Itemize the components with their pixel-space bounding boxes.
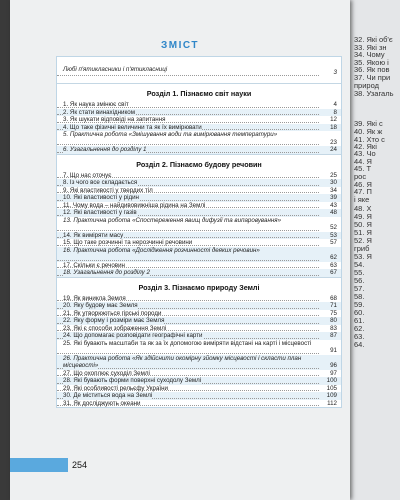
- toc-entry[interactable]: [57, 109, 341, 117]
- facing-page-line: 53. Я: [354, 252, 372, 261]
- facing-page-line: 63.: [354, 332, 365, 341]
- facing-page-line: і яке: [354, 195, 370, 204]
- facing-page-line: 41. Хто с: [354, 135, 385, 144]
- toc-entry-title: 6. Узагальнення до розділу 1: [63, 146, 147, 153]
- facing-page-line: 40. Як ж: [354, 127, 383, 136]
- toc-entry[interactable]: [57, 124, 341, 132]
- toc-entry-title: 30. Де міститься вода на Землі: [63, 392, 153, 399]
- toc-entry[interactable]: [57, 262, 341, 270]
- toc-entry-page: 67: [330, 269, 337, 276]
- facing-page-line: 34. Чому: [354, 50, 385, 59]
- toc-entry[interactable]: [57, 377, 341, 385]
- facing-page-line: 39. Які с: [354, 119, 383, 128]
- toc-entry-page: 63: [330, 261, 337, 269]
- toc-entry-page: 112: [327, 399, 337, 407]
- toc-entry-title: 8. Із чого все складається: [63, 179, 138, 186]
- toc-entry-page: 83: [330, 324, 337, 332]
- toc-entry-title: 18. Узагальнення до розділу 2: [63, 269, 150, 276]
- section-heading: Розділ 1. Пізнаємо світ науки: [57, 83, 341, 101]
- toc-entry-page: 57: [330, 239, 337, 246]
- toc-entry-title: 25. Які бувають масштаби та як за їх допомогою виміряти відстані на карті і місцевості: [63, 339, 312, 347]
- toc-entry[interactable]: [57, 116, 341, 124]
- toc-entry-page: 48: [330, 209, 337, 216]
- toc-entry-page: 96: [330, 362, 337, 369]
- facing-page-line: 42. Які: [354, 142, 377, 151]
- toc-entry-title: 16. Практична робота «Дослідження розчинності деяких речовин»: [63, 246, 260, 254]
- table-of-contents: [56, 56, 342, 408]
- toc-entry[interactable]: [57, 355, 341, 370]
- facing-page-line: 60.: [354, 308, 365, 317]
- toc-entry-page: 75: [330, 309, 337, 317]
- facing-page-line: 44. Я: [354, 157, 372, 166]
- toc-entry-page: 87: [330, 332, 337, 339]
- toc-entry-page: 43: [330, 201, 337, 209]
- facing-page-line: рос: [354, 172, 367, 181]
- toc-entry[interactable]: [57, 131, 341, 146]
- toc-entry[interactable]: [57, 146, 341, 154]
- toc-entry[interactable]: [57, 295, 341, 303]
- toc-entry[interactable]: [57, 325, 341, 333]
- toc-entry-title: 23. Які є способи зображення Землі: [63, 324, 167, 332]
- toc-entry-title: 24. Що допомагає розповідати географічні карти: [63, 332, 203, 339]
- toc-entry-title: 10. Які властивості у рідин: [63, 194, 139, 201]
- toc-entry-page: 24: [330, 146, 337, 153]
- page-number-bar: [10, 458, 68, 472]
- facing-page-line: 48. Х: [354, 204, 372, 213]
- facing-page-line: 51. Я: [354, 228, 372, 237]
- facing-page-line: 61.: [354, 316, 365, 325]
- toc-entry-page: 12: [330, 116, 337, 123]
- toc-entry[interactable]: [57, 239, 341, 247]
- toc-entry-title: 21. Як утворюються гірські породи: [63, 309, 162, 317]
- toc-entry-page: 62: [330, 254, 337, 261]
- facing-page-line: 55.: [354, 268, 365, 277]
- facing-page-line: гриб: [354, 244, 370, 253]
- toc-entry-title: 28. Які бувають форми поверхні суходолу Землі: [63, 377, 202, 384]
- toc-entry-page: 53: [330, 231, 337, 239]
- facing-page: [350, 0, 400, 500]
- toc-entry-page: 97: [330, 369, 337, 377]
- toc-entry-page: 18: [330, 123, 337, 131]
- toc-entry-title: 4. Що таке фізичні величини та як їх вимірювати: [63, 123, 202, 131]
- toc-entry-page: 109: [326, 392, 337, 399]
- toc-entry-title: 20. Яку будову має Земля: [63, 302, 138, 309]
- toc-entry-page: 52: [330, 224, 337, 231]
- toc-entry[interactable]: [57, 385, 341, 393]
- toc-entry-title: 19. Як виникла Земля: [63, 294, 126, 302]
- toc-entry[interactable]: [57, 172, 341, 180]
- toc-entry-title: 14. Як виміряти масу: [63, 231, 124, 239]
- facing-page-line: 35. Якою і: [354, 58, 389, 67]
- toc-entry-page: 68: [330, 294, 337, 302]
- toc-entry[interactable]: [57, 370, 341, 378]
- toc-entry[interactable]: [57, 269, 341, 277]
- facing-page-line: 56.: [354, 276, 365, 285]
- toc-entry-title: 11. Чому вода – найдивовижніша рідина на Землі: [63, 201, 206, 209]
- toc-entry-page: 71: [330, 302, 337, 309]
- facing-page-line: 43. Чо: [354, 149, 376, 158]
- toc-entry-title: 13. Практична робота «Спостереження явищ дифузії та випаровування»: [63, 216, 282, 224]
- toc-entry[interactable]: [57, 179, 341, 187]
- toc-entry-title: 26. Практична робота «Як здійснити окомірну зйомку місцевості і скласти план місцевості»: [63, 354, 302, 369]
- toc-entry[interactable]: [57, 217, 341, 232]
- toc-entry-title: 1. Як наука змінює світ: [63, 101, 129, 108]
- toc-entry-page: 80: [330, 317, 337, 324]
- toc-entry-title: 9. Які властивості у твердих тіл: [63, 186, 153, 194]
- toc-entry-page: 4: [333, 101, 337, 108]
- facing-page-line: 50. Я: [354, 220, 372, 229]
- toc-entry-page: 39: [330, 194, 337, 201]
- toc-entry-title: 12. Які властивості у газів: [63, 209, 137, 216]
- toc-entry[interactable]: [57, 209, 341, 217]
- facing-page-line: 59.: [354, 300, 365, 309]
- facing-page-line: 64.: [354, 340, 365, 349]
- toc-entry-page: 91: [330, 347, 337, 354]
- toc-entry-title: 17. Скільки є речовин: [63, 261, 125, 269]
- toc-entry-page: 105: [326, 384, 337, 392]
- book-page: [10, 0, 350, 500]
- toc-entry-page: 8: [333, 108, 337, 116]
- page-number: 254: [72, 460, 88, 470]
- section-heading: Розділ 3. Пізнаємо природу Землі: [57, 277, 341, 295]
- intro-row: [57, 57, 341, 83]
- page-title: ЗМІСТ: [161, 40, 199, 51]
- facing-page-line: 54.: [354, 260, 365, 269]
- toc-entry[interactable]: [57, 187, 341, 195]
- intro-text: Любі п'ятикласники і п'ятикласниці: [63, 66, 168, 73]
- intro-page: 3: [333, 68, 337, 76]
- toc-entry-title: 2. Як стати винахідником: [63, 108, 135, 116]
- toc-entry[interactable]: [57, 392, 341, 400]
- toc-entry-title: 29. Які особливості рельєфу України: [63, 384, 168, 392]
- toc-entry-title: 31. Як досліджують океани: [63, 399, 141, 407]
- toc-entry[interactable]: [57, 232, 341, 240]
- toc-entry-page: 30: [330, 179, 337, 186]
- toc-entry[interactable]: [57, 194, 341, 202]
- facing-page-line: 33. Які зн: [354, 43, 387, 52]
- toc-entry-title: 27. Що охоплює суходіл Землі: [63, 369, 150, 377]
- toc-entry[interactable]: [57, 400, 341, 408]
- toc-entry-title: 5. Практична робота «Змішування води та вимірювання температури»: [63, 131, 278, 138]
- facing-page-line: 57.: [354, 284, 365, 293]
- toc-entry[interactable]: [57, 332, 341, 340]
- toc-entry-page: 23: [330, 138, 337, 146]
- facing-page-line: 62.: [354, 324, 365, 333]
- toc-entry[interactable]: [57, 317, 341, 325]
- facing-page-line: 36. Як пов: [354, 65, 390, 74]
- section-heading: Розділ 2. Пізнаємо будову речовин: [57, 154, 341, 172]
- facing-page-line: 45. Т: [354, 164, 372, 173]
- toc-entry[interactable]: [57, 202, 341, 210]
- facing-page-line: 38. Узагаль: [354, 89, 394, 98]
- facing-page-line: природ: [354, 81, 379, 90]
- toc-entry-title: 22. Яку форму і розміри має Земля: [63, 317, 165, 324]
- toc-entry-page: 25: [330, 171, 337, 179]
- facing-page-line: 49. Я: [354, 212, 372, 221]
- facing-page-line: 47. П: [354, 187, 372, 196]
- facing-page-line: 52. Я: [354, 236, 372, 245]
- toc-entry-title: 3. Як шукати відповіді на запитання: [63, 116, 166, 123]
- toc-entry-title: 7. Що нас оточує: [63, 171, 112, 179]
- toc-entry[interactable]: [57, 310, 341, 318]
- toc-entry-title: 15. Що таке розчинні та нерозчинні речовини: [63, 239, 193, 246]
- toc-entry[interactable]: [57, 101, 341, 109]
- toc-entry-page: 100: [326, 377, 337, 384]
- toc-entry[interactable]: [57, 247, 341, 262]
- toc-entry-page: 34: [330, 186, 337, 194]
- toc-entry[interactable]: [57, 302, 341, 310]
- facing-page-line: 37. Чи при: [354, 73, 391, 82]
- facing-page-line: 58.: [354, 292, 365, 301]
- toc-entry[interactable]: [57, 340, 341, 355]
- facing-page-line: 32. Які об'є: [354, 35, 393, 44]
- facing-page-line: 46. Я: [354, 180, 372, 189]
